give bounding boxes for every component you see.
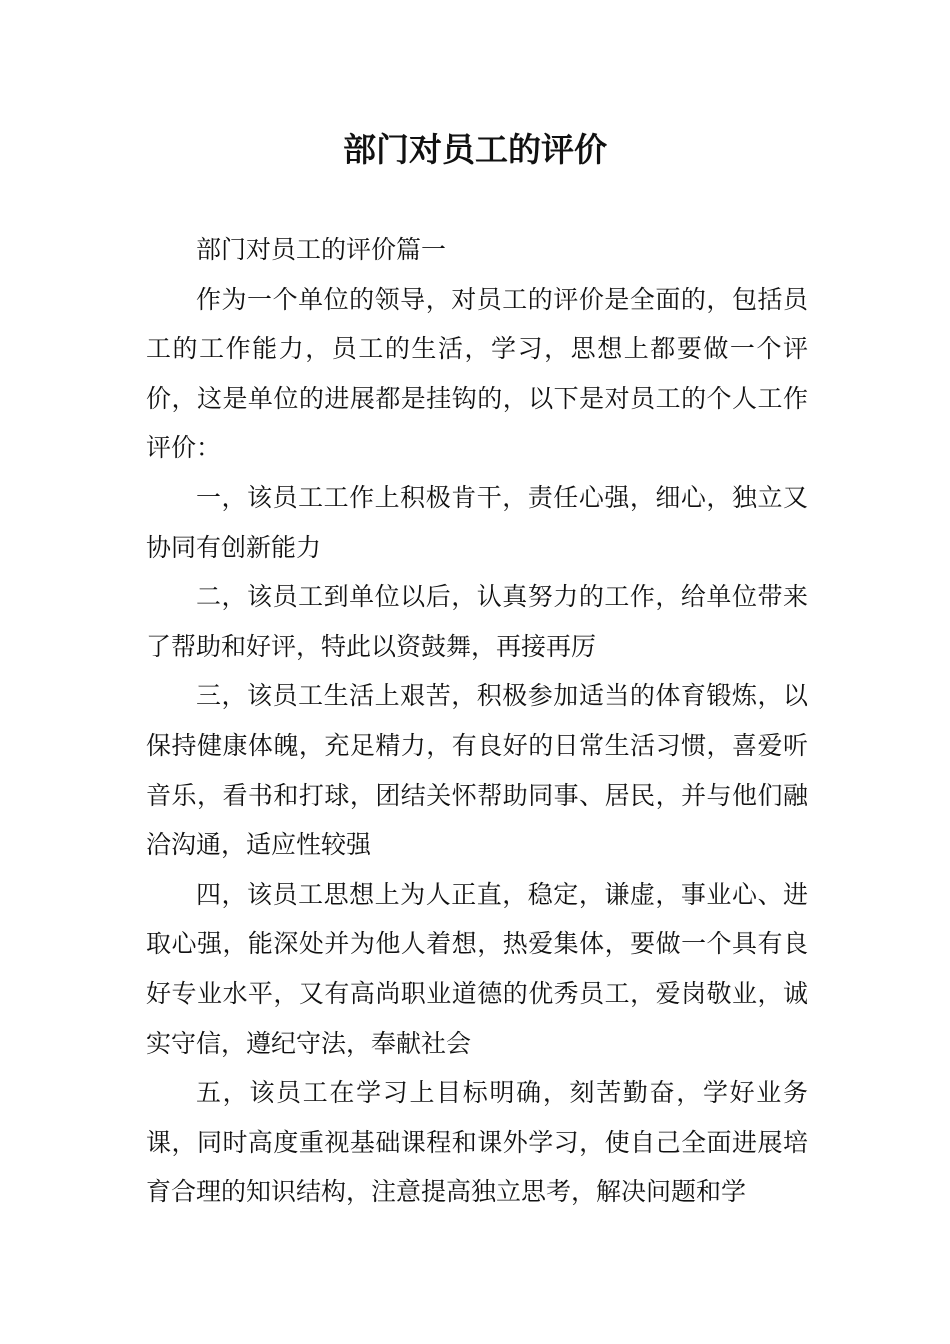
point-three-paragraph: 三，该员工生活上艰苦，积极参加适当的体育锻炼，以保持健康体魄，充足精力，有良好的日常生活习惯，喜爱听音乐，看书和打球，团结关怀帮助同事、居民，并与他们融洽沟通，适应性较强 (146, 681, 808, 860)
page-title: 部门对员工的评价 (343, 130, 607, 169)
point-two-paragraph: 二，该员工到单位以后，认真努力的工作，给单位带来了帮助和好评，特此以资鼓舞，再接再厉 (146, 582, 808, 661)
point-five-paragraph: 五，该员工在学习上目标明确，刻苦勤奋，学好业务课，同时高度重视基础课程和课外学习，使自己全面进展培育合理的知识结构，注意提高独立思考，解决问题和学 (146, 1078, 808, 1207)
document-body (146, 225, 808, 1217)
intro-paragraph: 作为一个单位的领导，对员工的评价是全面的，包括员工的工作能力，员工的生活，学习，思想上都要做一个评价，这是单位的进展都是挂钩的，以下是对员工的个人工作评价： (146, 284, 808, 463)
point-four-paragraph: 四，该员工思想上为人正直，稳定，谦虚，事业心、进取心强，能深处并为他人着想，热爱集体，要做一个具有良好专业水平，又有高尚职业道德的优秀员工，爱岗敬业，诚实守信，遵纪守法，奉献社会 (146, 879, 808, 1058)
point-one-paragraph: 一，该员工工作上积极肯干，责任心强，细心，独立又协同有创新能力 (146, 482, 808, 562)
section-heading: 部门对员工的评价篇一 (196, 235, 447, 264)
